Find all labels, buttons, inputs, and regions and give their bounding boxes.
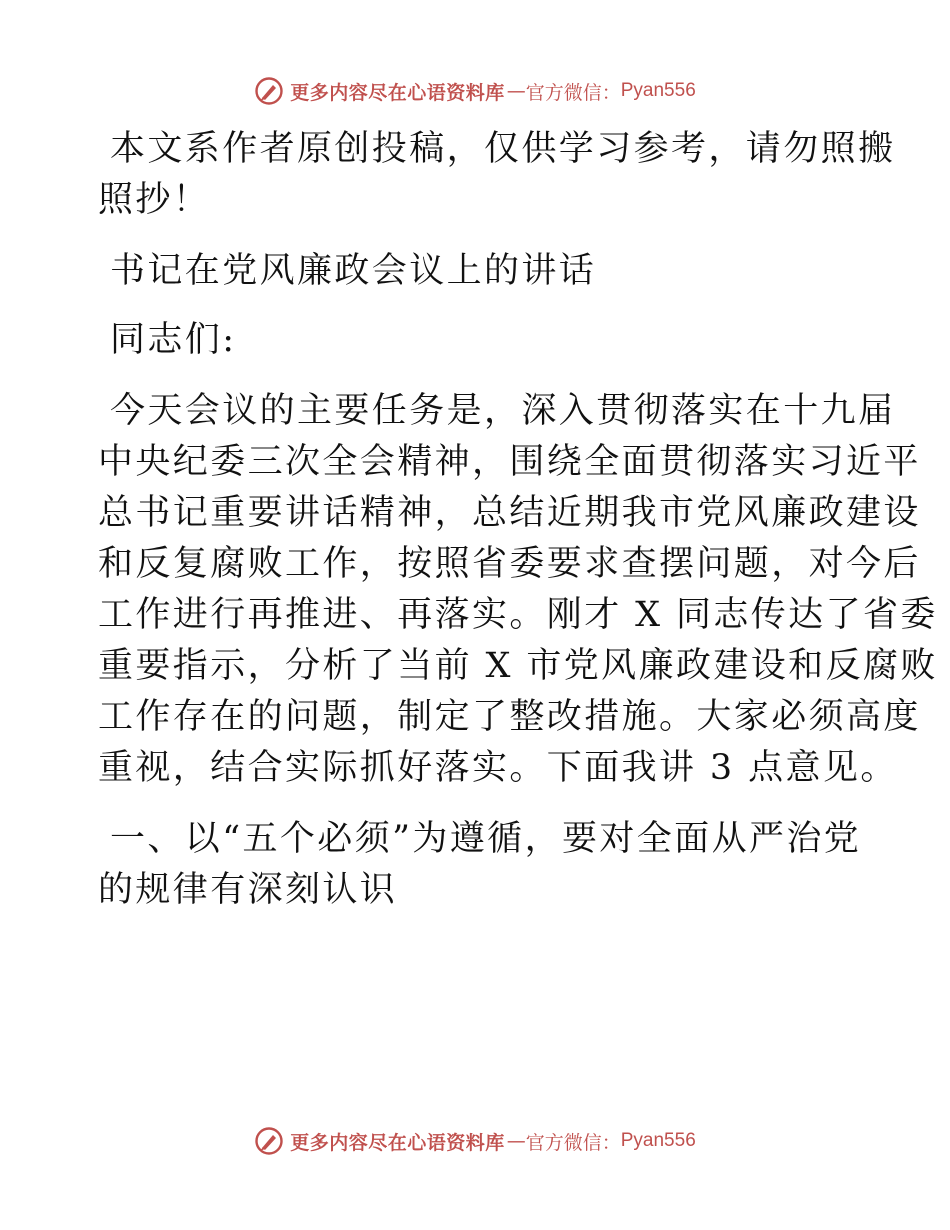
footer-watermark xyxy=(0,1121,950,1161)
heading-line: 的规律有深刻认识 xyxy=(98,870,398,910)
body-line: 重视，结合实际抓好落实。下面我讲 3 点意见。 xyxy=(98,748,898,788)
body-line: 重要指示，分析了当前 X 市党风廉政建设和反腐败 xyxy=(98,646,938,686)
body-line: 总书记重要讲话精神，总结近期我市党风廉政建设 xyxy=(98,493,921,533)
notice-line: 照抄！ xyxy=(98,180,211,220)
heading-line: 一、以“五个必须”为遵循，要对全面从严治党 xyxy=(110,819,862,859)
salutation xyxy=(98,315,858,366)
watermark-main-text: 更多内容尽在心语资料库 xyxy=(290,81,505,104)
watermark-wechat-id: Pyan556 xyxy=(620,1130,696,1151)
body-line: 今天会议的主要任务是，深入贯彻落实在十九届 xyxy=(110,391,896,431)
pen-logo-icon xyxy=(254,1126,284,1156)
body-line: 中央纪委三次全会精神，围绕全面贯彻落实习近平 xyxy=(98,442,921,482)
body-line: 工作存在的问题，制定了整改措施。大家必须高度 xyxy=(98,697,921,737)
title-text: 书记在党风廉政会议上的讲话 xyxy=(110,251,597,291)
document-body xyxy=(98,124,938,916)
salutation-text: 同志们: xyxy=(110,320,237,360)
watermark-wechat-label: 官方微信： xyxy=(525,1131,621,1154)
watermark-main-text: 更多内容尽在心语资料库 xyxy=(290,1131,505,1154)
body-line: 工作进行再推进、再落实。刚才 X 同志传达了省委 xyxy=(98,595,938,635)
copyright-notice xyxy=(98,124,896,226)
watermark-wechat-id: Pyan556 xyxy=(620,80,696,101)
header-watermark xyxy=(0,71,950,111)
watermark-separator: — xyxy=(506,80,524,102)
body-paragraph xyxy=(98,386,938,794)
watermark-wechat-label: 官方微信： xyxy=(525,81,621,104)
pen-logo-icon xyxy=(254,76,284,106)
body-line: 和反复腐败工作，按照省委要求查摆问题，对今后 xyxy=(98,544,921,584)
speech-title xyxy=(98,246,858,297)
section-heading xyxy=(98,814,862,916)
notice-line: 本文系作者原创投稿，仅供学习参考，请勿照搬 xyxy=(110,129,896,169)
watermark-separator: — xyxy=(506,1130,524,1152)
